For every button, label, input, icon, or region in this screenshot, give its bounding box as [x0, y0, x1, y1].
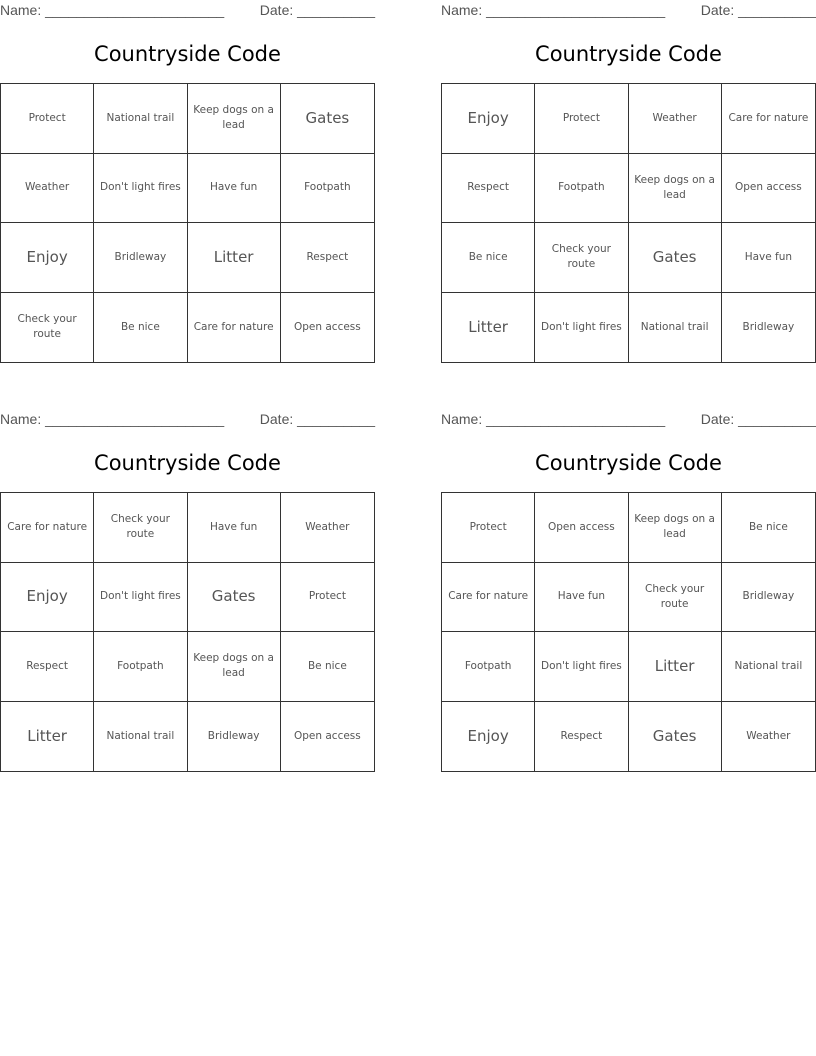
bingo-cell: Respect	[535, 702, 628, 772]
bingo-cell: Bridleway	[188, 702, 281, 772]
bingo-cell: Be nice	[442, 223, 535, 293]
bingo-cell: Open access	[293, 320, 361, 333]
bingo-cell: Weather	[629, 84, 722, 154]
bingo-cell: Keep dogs on a lead	[188, 84, 281, 154]
bingo-cell: Have fun	[535, 563, 628, 633]
bingo-cell: Litter	[188, 223, 281, 293]
bingo-cell: Don't light fires	[535, 293, 628, 363]
bingo-cell: Footpath	[94, 632, 187, 702]
date-field: Date: __________	[259, 411, 375, 427]
bingo-grid	[0, 83, 375, 363]
bingo-cell: Bridleway	[722, 563, 815, 633]
bingo-cell: National trail	[94, 84, 187, 154]
name-field: Name: _______________________	[441, 411, 666, 427]
bingo-cell: Check your route	[94, 493, 187, 563]
bingo-cell: National trail	[722, 632, 815, 702]
bingo-cell: Have fun	[188, 154, 281, 224]
bingo-card	[0, 409, 375, 774]
bingo-cell: Be nice	[722, 493, 815, 563]
bingo-cell: Keep dogs on a lead	[629, 154, 722, 224]
bingo-cell: Gates	[629, 223, 722, 293]
bingo-cell: Gates	[629, 702, 722, 772]
bingo-cell: Check your route	[629, 563, 722, 633]
bingo-cell: Protect	[281, 563, 374, 633]
bingo-cell: Open access	[293, 729, 361, 742]
card-title: Countryside Code	[535, 451, 722, 475]
bingo-card	[0, 0, 375, 365]
bingo-cell: Enjoy	[1, 223, 94, 293]
bingo-cell: Check your route	[535, 223, 628, 293]
bingo-cell: Care for nature	[442, 563, 535, 633]
bingo-cell: Keep dogs on a lead	[188, 632, 281, 702]
bingo-cell: Footpath	[281, 154, 374, 224]
bingo-cell: Have fun	[188, 493, 281, 563]
name-field: Name: _______________________	[441, 2, 666, 18]
bingo-cell: Respect	[442, 154, 535, 224]
bingo-cell: Don't light fires	[535, 632, 628, 702]
bingo-grid	[441, 492, 816, 772]
card-header	[0, 2, 375, 20]
bingo-cell: Gates	[188, 563, 281, 633]
card-header	[441, 411, 816, 429]
date-field: Date: __________	[259, 2, 375, 18]
bingo-card	[441, 409, 816, 774]
bingo-cell: Care for nature	[1, 493, 94, 563]
bingo-cell: Litter	[1, 702, 94, 772]
bingo-cell: Respect	[1, 632, 94, 702]
bingo-cell: Have fun	[722, 223, 815, 293]
bingo-cell: Check your route	[1, 293, 94, 363]
card-title: Countryside Code	[535, 42, 722, 66]
bingo-cell: Care for nature	[188, 293, 281, 363]
bingo-cell: Protect	[442, 493, 535, 563]
bingo-cell: Litter	[442, 293, 535, 363]
bingo-cell: Enjoy	[442, 84, 535, 154]
date-field: Date: __________	[700, 2, 816, 18]
card-header	[0, 411, 375, 429]
bingo-cell: National trail	[94, 702, 187, 772]
bingo-cell: Don't light fires	[94, 154, 187, 224]
bingo-cell: Keep dogs on a lead	[629, 493, 722, 563]
bingo-card	[441, 0, 816, 365]
bingo-cell: Bridleway	[94, 223, 187, 293]
bingo-cell: Weather	[746, 729, 791, 742]
card-title: Countryside Code	[94, 42, 281, 66]
card-title: Countryside Code	[94, 451, 281, 475]
bingo-cell: Gates	[281, 84, 374, 154]
bingo-cell: Be nice	[281, 632, 374, 702]
bingo-cell: Enjoy	[1, 563, 94, 633]
bingo-cell: National trail	[629, 293, 722, 363]
bingo-cell: Care for nature	[722, 84, 815, 154]
bingo-cell: Respect	[281, 223, 374, 293]
date-field: Date: __________	[700, 411, 816, 427]
bingo-grid	[441, 83, 816, 363]
bingo-cell: Weather	[281, 493, 374, 563]
name-field: Name: _______________________	[0, 411, 225, 427]
bingo-cell: Be nice	[94, 293, 187, 363]
bingo-cell: Protect	[1, 84, 94, 154]
bingo-cell: Open access	[722, 154, 815, 224]
bingo-cell: Bridleway	[742, 320, 795, 333]
card-header	[441, 2, 816, 20]
bingo-cell: Enjoy	[442, 702, 535, 772]
bingo-cell: Litter	[629, 632, 722, 702]
bingo-cell: Protect	[535, 84, 628, 154]
bingo-cell: Open access	[535, 493, 628, 563]
name-field: Name: _______________________	[0, 2, 225, 18]
bingo-cell: Don't light fires	[94, 563, 187, 633]
bingo-cell: Footpath	[535, 154, 628, 224]
bingo-grid	[0, 492, 375, 772]
bingo-cell: Footpath	[442, 632, 535, 702]
bingo-cell: Weather	[1, 154, 94, 224]
